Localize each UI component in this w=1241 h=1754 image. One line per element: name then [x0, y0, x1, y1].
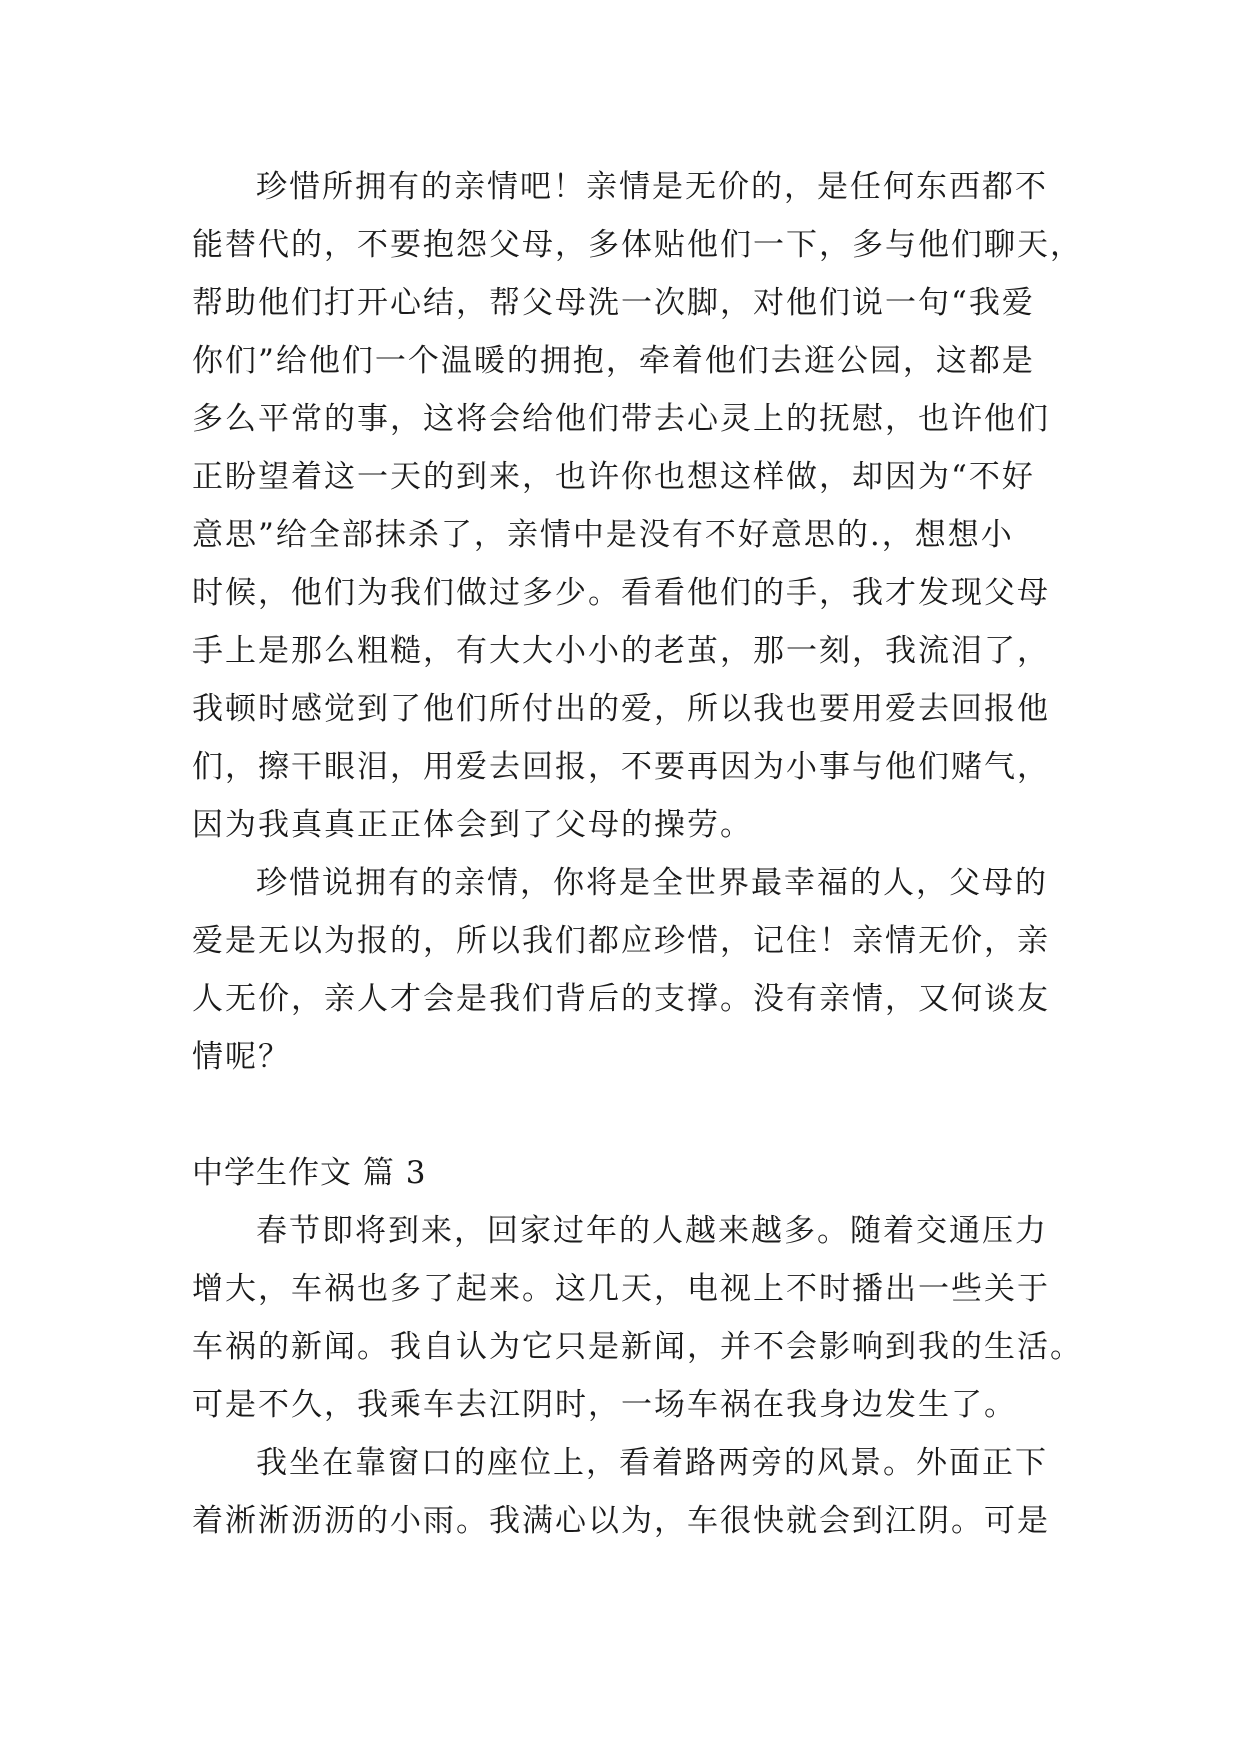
paragraph-line: 我顿时感觉到了他们所付出的爱，所以我也要用爱去回报他	[192, 691, 1050, 727]
paragraph-line: 增大，车祸也多了起来。这几天，电视上不时播出一些关于	[192, 1271, 1050, 1307]
paragraph-line: 我坐在靠窗口的座位上，看着路两旁的风景。外面正下	[256, 1445, 1048, 1481]
paragraph-line: 意思”给全部抹杀了，亲情中是没有不好意思的.，想想小	[192, 517, 1014, 553]
paragraph-line: 们，擦干眼泪，用爱去回报，不要再因为小事与他们赌气，	[192, 749, 1050, 785]
paragraph-line: 珍惜说拥有的亲情，你将是全世界最幸福的人，父母的	[256, 865, 1048, 901]
paragraph	[192, 1434, 1052, 1550]
paragraph	[192, 1202, 1083, 1434]
paragraph-line: 可是不久，我乘车去江阴时，一场车祸在我身边发生了。	[192, 1387, 1017, 1423]
paragraph-line: 你们”给他们一个温暖的拥抱，牵着他们去逛公园，这都是	[192, 343, 1035, 379]
paragraph-line: 手上是那么粗糙，有大大小小的老茧，那一刻，我流泪了，	[192, 633, 1050, 669]
paragraph-line: 多么平常的事，这将会给他们带去心灵上的抚慰，也许他们	[192, 401, 1050, 437]
paragraph	[192, 854, 1052, 1086]
paragraph-line: 爱是无以为报的，所以我们都应珍惜，记住！亲情无价，亲	[192, 923, 1050, 959]
blank-line	[192, 1086, 1052, 1144]
paragraph-line: 时候，他们为我们做过多少。看看他们的手，我才发现父母	[192, 575, 1050, 611]
document-body	[192, 158, 1083, 1550]
paragraph-line: 能替代的，不要抱怨父母，多体贴他们一下，多与他们聊天，	[192, 227, 1083, 263]
paragraph-line: 珍惜所拥有的亲情吧！亲情是无价的，是任何东西都不	[256, 169, 1048, 205]
section-heading: 中学生作文 篇 3	[192, 1155, 427, 1191]
paragraph-line: 帮助他们打开心结，帮父母洗一次脚，对他们说一句“我爱	[192, 285, 1035, 321]
paragraph-line: 情呢？	[192, 1039, 291, 1075]
paragraph-line: 春节即将到来，回家过年的人越来越多。随着交通压力	[256, 1213, 1048, 1249]
paragraph-line: 车祸的新闻。我自认为它只是新闻，并不会影响到我的生活。	[192, 1329, 1083, 1365]
paragraph-line: 人无价，亲人才会是我们背后的支撑。没有亲情，又何谈友	[192, 981, 1050, 1017]
paragraph	[192, 158, 1083, 854]
paragraph-line: 正盼望着这一天的到来，也许你也想这样做，却因为“不好	[192, 459, 1035, 495]
paragraph-line: 着淅淅沥沥的小雨。我满心以为，车很快就会到江阴。可是	[192, 1503, 1050, 1539]
paragraph-line: 因为我真真正正体会到了父母的操劳。	[192, 807, 753, 843]
